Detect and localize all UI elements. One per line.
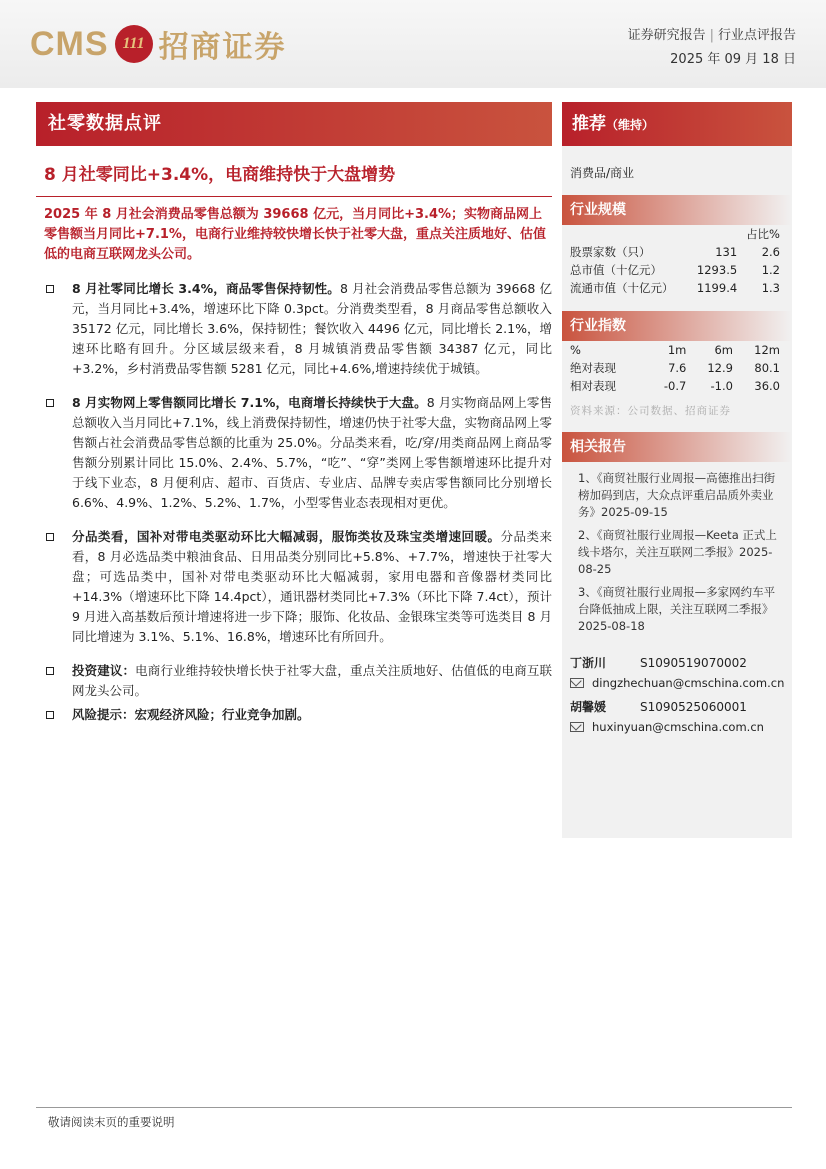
- bullet-heading: 8 月实物网上零售额同比增长 7.1%，电商增长持续快于大盘。: [72, 395, 427, 410]
- rating-value: 推荐: [572, 114, 606, 134]
- bullet-body: 电商行业维持较快增长快于社零大盘，重点关注质地好、估值低的电商互联网龙头公司。: [72, 663, 552, 698]
- table-cell: -0.7: [663, 379, 687, 393]
- analyst-row: [570, 697, 792, 717]
- related-reports-title: 相关报告: [562, 432, 792, 462]
- table-header-row: [568, 341, 782, 359]
- report-subtype: 行业点评报告: [717, 28, 796, 43]
- table-cell: 1.2: [761, 263, 780, 277]
- related-report-link[interactable]: 2、《商贸社服行业周报—Keeta 正式上线卡塔尔，关注互联网二季报》2025-08-25: [578, 528, 777, 576]
- table-cell: 80.1: [754, 361, 780, 375]
- table-header-cell: 1m: [667, 343, 687, 357]
- bullet-body: 8 月社会消费品零售总额为 39668 亿元，当月同比+3.4%，增速环比下降 0.3pct。分消费类型看，8 月商品零售总额收入 35172 亿元，同比增长 3.6%，保持韧性；餐饮收入 4496 亿元，同比增长 2.1%，增速环比略有回升。分区域层级来看，8 月城镇消费品零售额 34387 亿元，同比+3.2%，乡村消费品零售额 5281 亿元，同比+4.6%,增速持续优于城镇。: [72, 281, 553, 376]
- page-header: [0, 0, 826, 88]
- industry-index-title: 行业指数: [562, 311, 792, 341]
- checkbox-bullet-icon: [46, 667, 54, 675]
- table-row: [568, 359, 782, 377]
- table-row: [568, 243, 782, 261]
- related-report-link[interactable]: 1、《商贸社服行业周报—高德推出扫街榜加码到店，大众点评重启品质外卖业务》2025-09-15: [578, 471, 776, 519]
- table-header-cell: %: [570, 343, 581, 357]
- report-meta: 证券研究报告 | 行业点评报告 2025 年 09 月 18 日: [628, 24, 796, 72]
- bullet-heading: 风险提示：宏观经济风险；行业竞争加剧。: [72, 707, 310, 722]
- logo-emblem-icon: 111: [115, 25, 153, 63]
- checkbox-bullet-icon: [46, 285, 54, 293]
- bullet-item: [36, 279, 552, 379]
- main-content: [36, 102, 552, 739]
- industry-index-table: [568, 341, 782, 395]
- table-cell: 7.6: [668, 361, 687, 375]
- table-header-cell: 占比%: [746, 227, 780, 241]
- rating-note: （维持）: [606, 118, 655, 132]
- table-cell: 1.3: [761, 281, 780, 295]
- footer-note: 敬请阅读末页的重要说明: [48, 1115, 175, 1129]
- analyst-list: [562, 641, 792, 737]
- mail-icon: [570, 722, 584, 732]
- table-header-cell: 12m: [754, 343, 780, 357]
- sector-label: 消费品/商业: [570, 166, 635, 180]
- checkbox-bullet-icon: [46, 399, 54, 407]
- sidebar: [562, 102, 792, 838]
- table-row: [568, 261, 782, 279]
- bullet-heading: 投资建议：: [72, 663, 136, 678]
- table-cell: 36.0: [754, 379, 780, 393]
- analyst-email-row: [570, 717, 792, 737]
- section-label: 社零数据点评: [36, 102, 552, 146]
- analyst-name: 胡馨媛: [570, 700, 607, 714]
- rating-bar: [562, 102, 792, 146]
- bullet-item: [36, 527, 552, 647]
- table-row: [568, 377, 782, 395]
- table-cell: 1199.4: [696, 281, 738, 295]
- analyst-id: S1090525060001: [640, 700, 747, 714]
- table-cell: 股票家数（只）: [570, 245, 651, 259]
- report-title: 8 月社零同比+3.4%，电商维持快于大盘增势: [44, 165, 396, 185]
- report-type: 证券研究报告: [627, 28, 706, 43]
- table-cell: -1.0: [710, 379, 733, 393]
- checkbox-bullet-icon: [46, 533, 54, 541]
- bullet-item: [36, 661, 552, 701]
- report-date: 2025 年 09 月 18 日: [670, 52, 796, 67]
- company-logo: [30, 22, 287, 66]
- table-cell: 总市值（十亿元）: [570, 263, 662, 277]
- mail-icon: [570, 678, 584, 688]
- table-cell: 2.6: [761, 245, 780, 259]
- industry-scale-title: 行业规模: [562, 195, 792, 225]
- analyst-email-row: [570, 673, 792, 693]
- bullet-item: [36, 393, 552, 513]
- bullet-heading: 8 月社零同比增长 3.4%，商品零售保持韧性。: [72, 281, 340, 296]
- table-cell: 流通市值（十亿元）: [570, 281, 674, 295]
- industry-scale-table: [568, 225, 782, 297]
- table-cell: 131: [715, 245, 738, 259]
- data-source-note: 资料来源：公司数据、招商证券: [570, 405, 731, 417]
- table-cell: 1293.5: [696, 263, 738, 277]
- table-row: [568, 279, 782, 297]
- analyst-email[interactable]: dingzhechuan@cmschina.com.cn: [592, 676, 785, 690]
- analyst-email[interactable]: huxinyuan@cmschina.com.cn: [592, 720, 764, 734]
- bullet-body: 分品类来看，8 月必选品类中粮油食品、日用品类分别同比+5.8%、+7.7%，增速快于社零大盘；可选品类中，国补对带电类驱动环比大幅减弱，家用电器和音像器材类同比+14.3%（增速环比下降 14.4pct），通讯器材类同比+7.3%（环比下降 7.4ct），预计 9 月进入高基数后预计增速将进一步下降；服饰、化妆品、金银珠宝类等可选类目 8 月同比增速为 3.1%、5.1%、16.8%，增速环比有所回升。: [72, 529, 552, 644]
- analyst-name: 丁浙川: [570, 656, 607, 670]
- footer-divider: [36, 1107, 792, 1108]
- table-cell: 12.9: [707, 361, 733, 375]
- table-cell: 相对表现: [570, 379, 616, 393]
- table-cell: 绝对表现: [570, 361, 616, 375]
- bullet-body: 8 月实物商品网上零售总额收入当月同比+7.1%，线上消费保持韧性，增速仍快于社零大盘，实物商品网上零售额占社会消费品零售总额的比重为 25.0%。分品类来看，吃/穿/用类商品网上商品零售额分别累计同比 15.0%、2.4%、5.7%，“吃”、“穿”类网上零售额增速环比提升对于线下业态，8 月便利店、超市、百货店、专业店、品牌专卖店零售额同比分别增长 6.6%、4.9%、1.2%、5.2%、1.7%，小型零售业态表现相对更优。: [72, 395, 552, 510]
- related-reports-list: [562, 462, 792, 635]
- bullet-heading: 分品类看，国补对带电类驱动环比大幅减弱，服饰类妆及珠宝类增速回暖。: [72, 529, 501, 544]
- table-header-row: [568, 225, 782, 243]
- analyst-id: S1090519070002: [640, 656, 747, 670]
- report-summary: 2025 年 8 月社会消费品零售总额为 39668 亿元，当月同比+3.4%；实物商品网上零售额当月同比+7.1%，电商行业维持较快增长快于社零大盘，重点关注质地好、估值低的电商互联网龙头公司。: [44, 207, 546, 262]
- bullet-list: [36, 279, 552, 725]
- checkbox-bullet-icon: [46, 711, 54, 719]
- logo-text: CMS: [30, 24, 109, 63]
- bullet-item: [36, 705, 552, 725]
- table-header-cell: 6m: [714, 343, 733, 357]
- related-report-link[interactable]: 3、《商贸社服行业周报—多家网约车平台降低抽成上限，关注互联网二季报》2025-08-18: [578, 585, 776, 633]
- logo-chinese-name: 招商证券: [158, 30, 287, 65]
- analyst-row: [570, 653, 792, 673]
